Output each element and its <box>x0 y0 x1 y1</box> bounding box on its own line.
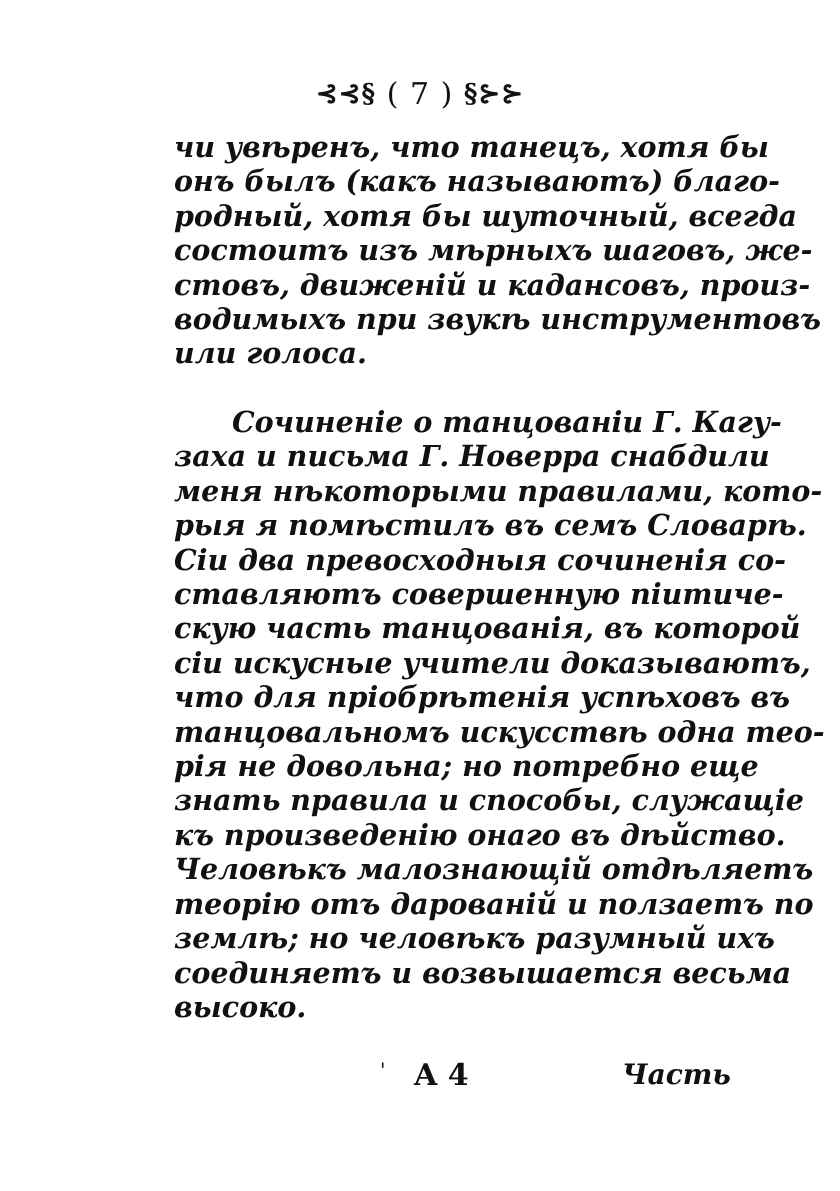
text-line: сiи искусные учители доказываютъ, <box>174 645 811 680</box>
running-head <box>0 74 840 115</box>
text-line: знать правила и способы, служащiе <box>174 783 804 818</box>
text-line: родный, хотя бы шуточный, всегда <box>174 198 797 233</box>
text-line: Человѣкъ малознающiй отдѣляетъ <box>174 852 814 887</box>
text-line: Сiи два превосходныя сочиненiя со- <box>174 542 786 577</box>
left-ornament: ⊰⊰§ <box>315 79 377 109</box>
right-ornament: §⊱⊱ <box>463 79 524 109</box>
printer-mark: ' <box>380 1058 386 1082</box>
text-line: ставляютъ совершенную пiитиче- <box>174 577 784 612</box>
catchword: Часть <box>622 1058 731 1091</box>
text-line: что для прiобрѣтенiя успѣховъ въ <box>174 680 790 715</box>
text-line: землѣ; но человѣкъ разумный ихъ <box>174 921 775 956</box>
text-line: высоко. <box>174 989 307 1024</box>
text-line: онъ былъ (какъ называютъ) благо- <box>174 164 780 199</box>
text-line: рыя я помѣстилъ въ семъ Словарѣ. <box>174 508 807 543</box>
text-line: заха и письма Г. Новерра снабдили <box>174 439 770 474</box>
text-line: водимыхъ при звукѣ инструментовъ <box>174 302 821 337</box>
page-number: ( 7 ) <box>386 77 454 112</box>
text-line: рiя не довольна; но потребно еще <box>174 749 759 784</box>
text-line: скую часть танцованiя, въ которой <box>174 611 801 646</box>
text-line: или голоса. <box>174 336 367 371</box>
text-line: Сочиненiе о танцованiи Г. Кагу- <box>232 405 782 439</box>
page-footer <box>0 1058 840 1098</box>
text-line: танцовальномъ искусствѣ одна тео- <box>174 714 825 749</box>
text-line: соединяетъ и возвышается весьма <box>174 955 792 990</box>
text-line: меня нѣкоторыми правилами, кото- <box>174 473 823 508</box>
signature-mark: A 4 <box>414 1058 469 1093</box>
paragraph-2 <box>174 405 825 1024</box>
text-line: теорiю отъ дарованiй и ползаетъ по <box>174 886 814 921</box>
paragraph-1 <box>174 130 821 371</box>
text-line: стовъ, движенiй и кадансовъ, произ- <box>174 267 811 302</box>
text-line: состоитъ изъ мѣрныхъ шаговъ, же- <box>174 233 813 268</box>
text-line: къ произведенiю онаго въ дѣйство. <box>174 817 786 852</box>
text-line: чи увѣренъ, что танецъ, хотя бы <box>174 130 769 164</box>
